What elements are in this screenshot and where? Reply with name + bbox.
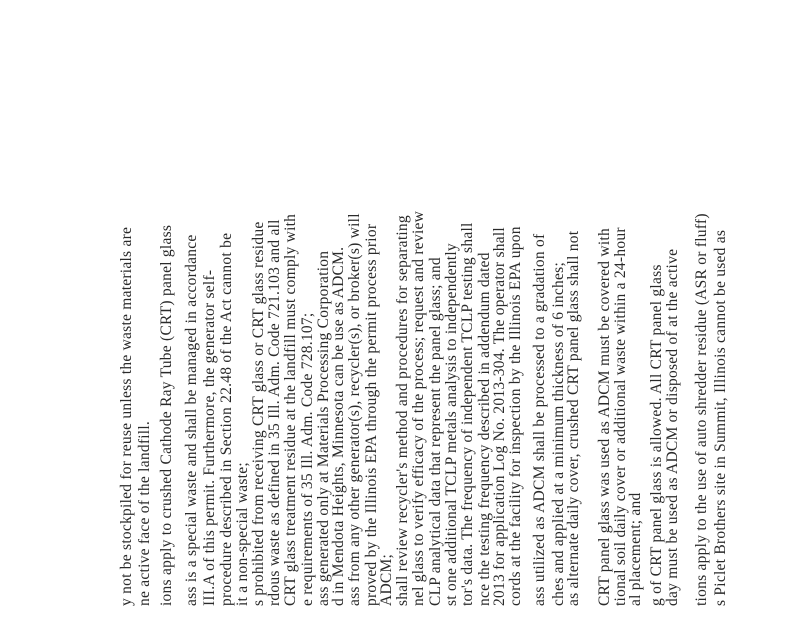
text-line: it a non-special waste;: [234, 462, 251, 606]
text-line: ass is a special waste and shall be managed in accordance: [183, 234, 200, 606]
text-line: nce the testing frequency described in addendum dated: [476, 252, 493, 606]
text-line: ass generated only at Materials Processing Corporation: [315, 250, 332, 606]
text-line: nel glass to verify efficacy of the process; request and review: [410, 210, 427, 606]
text-line: s Piclet Brothers site in Summit, Illinois cannot be used as: [712, 229, 729, 606]
text-line: procedure described in Section 22.48 of the Act cannot be: [218, 232, 235, 606]
text-line: tions apply to the use of auto shredder residue (ASR or fluff): [693, 213, 710, 606]
text-line: tor's data. The frequency of independent TCLP testing shall: [459, 222, 476, 606]
text-line: s prohibited from receiving CRT glass or CRT glass residue: [250, 221, 267, 606]
text-line: al placement; and: [627, 492, 644, 606]
text-line: ne active face of the landfill.: [136, 420, 153, 606]
text-line: CRT glass treatment residue at the landfill must comply with: [282, 213, 299, 606]
text-line: III.A of this permit. Furthermore, the generator self-: [201, 269, 218, 606]
text-line: cords at the facility for inspection by the Illinois EPA upon: [507, 226, 524, 606]
text-line: st one additional TCLP metals analysis to independently: [443, 243, 460, 606]
text-line: rdous waste as defined in 35 Ill. Adm. Code 721.103 and all: [266, 219, 283, 606]
text-line: proved by the Illinois EPA through the permit process prior: [363, 223, 380, 606]
text-line: as alternate daily cover, crushed CRT panel glass shall not: [565, 230, 582, 606]
text-line: day must be used as ADCM or disposed of at the active: [664, 248, 681, 606]
text-line: ass from any other generator(s), recycler(s), or broker(s) will: [346, 213, 363, 606]
text-line: ADCM;: [378, 553, 395, 606]
text-line: d in Mendota Heights, Minnesota can be use as ADCM.: [330, 246, 347, 606]
text-line: e requirements of 35 Ill. Adm. Code 728.107;: [299, 312, 316, 606]
text-line: shall review recycler's method and procedures for separating: [394, 215, 411, 606]
text-line: ass utilized as ADCM shall be processed to a gradation of: [531, 233, 548, 606]
text-line: 2013 for application Log No. 2013-304. The operator shall: [491, 227, 508, 606]
text-line: ches and applied at a minimum thickness of 6 inches;: [550, 261, 567, 606]
text-line: CLP analytical data that represent the panel glass; and: [427, 257, 444, 606]
text-line: g of CRT panel glass is allowed. All CRT panel glass: [648, 264, 665, 606]
text-line: CRT panel glass was used as ADCM must be covered with: [596, 228, 613, 606]
text-line: y not be stockpiled for reuse unless the waste materials are: [118, 226, 135, 606]
text-line: ions apply to crushed Cathode Ray Tube (CRT) panel glass: [158, 224, 175, 606]
text-line: tional soil daily cover or additional waste within a 24-hour: [612, 227, 629, 606]
